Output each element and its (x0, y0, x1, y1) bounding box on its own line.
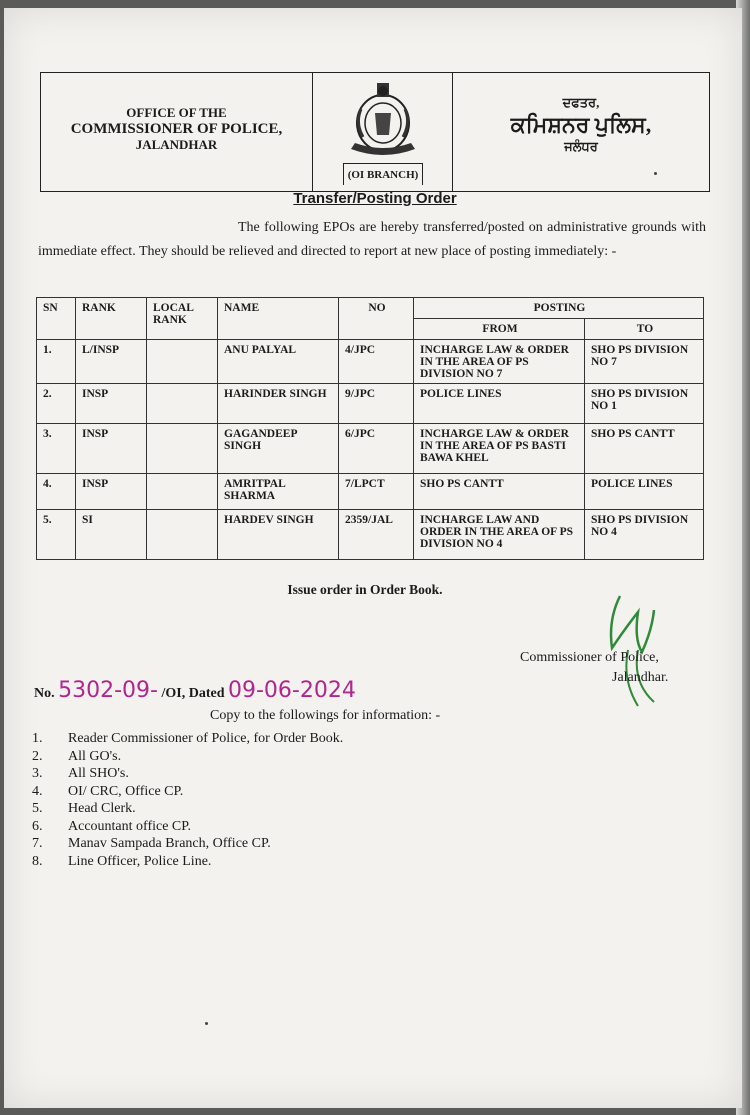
cell-local-rank (147, 510, 218, 560)
cell-rank: L/INSP (76, 340, 147, 384)
cell-local-rank (147, 384, 218, 424)
cell-to: SHO PS DIVISION NO 4 (585, 510, 704, 560)
cell-rank: INSP (76, 384, 147, 424)
table-header-row (37, 298, 704, 319)
table-row (37, 510, 704, 560)
list-item: 7. Manav Sampada Branch, Office CP. (32, 836, 271, 851)
signatory-block (520, 648, 668, 688)
cell-from: SHO PS CANTT (414, 474, 585, 510)
header-no: NO (339, 298, 414, 340)
cell-local-rank (147, 340, 218, 384)
cell-name: GAGANDEEP SINGH (218, 424, 339, 474)
commissioner-line: COMMISSIONER OF POLICE, (70, 121, 283, 137)
cell-no: 2359/JAL (339, 510, 414, 560)
cell-sn: 1. (37, 340, 76, 384)
order-number-handwritten: 5302-09- (58, 678, 158, 703)
header-sn: SN (37, 298, 76, 340)
cell-local-rank (147, 474, 218, 510)
cell-rank: INSP (76, 424, 147, 474)
signatory-city: Jalandhar. (612, 670, 669, 685)
cell-name: AMRITPAL SHARMA (218, 474, 339, 510)
list-item: 6. Accountant office CP. (32, 818, 191, 834)
list-item: 1. Reader Commissioner of Police, for Order Book. (32, 731, 344, 746)
order-date-handwritten: 09-06-2024 (227, 678, 356, 703)
police-emblem-icon (341, 79, 425, 161)
header-name: NAME (218, 298, 339, 340)
table-row (37, 384, 704, 424)
order-no-middle: /OI, Dated (161, 686, 225, 701)
punjabi-commissioner-line: ਕਮਿਸ਼ਨਰ ਪੁਲਿਸ, (510, 112, 652, 137)
copy-list (32, 730, 343, 870)
ink-speck (205, 1022, 208, 1025)
cell-from: INCHARGE LAW & ORDER IN THE AREA OF PS BASTI BAWA KHEL (414, 424, 585, 474)
document-title: Transfer/Posting Order (293, 190, 457, 207)
letterhead (40, 72, 710, 192)
signatory-title: Commissioner of Police, (520, 650, 659, 665)
cell-name: HARINDER SINGH (218, 384, 339, 424)
header-from: FROM (414, 319, 585, 340)
list-item: 5. Head Clerk. (32, 801, 136, 816)
cell-sn: 3. (37, 424, 76, 474)
cell-from: INCHARGE LAW & ORDER IN THE AREA OF PS DIVISION NO 7 (414, 340, 585, 384)
table-row (37, 474, 704, 510)
punjabi-city-line: ਜਲੰਧਰ (564, 139, 598, 154)
list-item: 3. All SHO's. (32, 766, 129, 781)
cell-sn: 2. (37, 384, 76, 424)
cell-to: SHO PS DIVISION NO 1 (585, 384, 704, 424)
header-to: TO (585, 319, 704, 340)
header-posting: POSTING (414, 298, 704, 319)
table-row (37, 340, 704, 384)
office-line: OFFICE OF THE (126, 105, 227, 120)
transfer-table (36, 297, 704, 560)
cell-no: 9/JPC (339, 384, 414, 424)
cell-from: INCHARGE LAW AND ORDER IN THE AREA OF PS DIVISION NO 4 (414, 510, 585, 560)
cell-no: 6/JPC (339, 424, 414, 474)
cell-sn: 4. (37, 474, 76, 510)
branch-label: (OI BRANCH) (343, 163, 423, 185)
list-item: 4. OI/ CRC, Office CP. (32, 783, 184, 799)
letterhead-english (41, 73, 313, 191)
punjabi-office-line: ਦਫਤਰ, (562, 95, 600, 110)
cell-from: POLICE LINES (414, 384, 585, 424)
table-row (37, 424, 704, 474)
cell-name: HARDEV SINGH (218, 510, 339, 560)
cell-to: SHO PS CANTT (585, 424, 704, 474)
order-no-prefix: No. (34, 686, 55, 701)
letterhead-punjabi (453, 73, 709, 191)
cell-rank: INSP (76, 474, 147, 510)
cell-local-rank (147, 424, 218, 474)
cell-rank: SI (76, 510, 147, 560)
cell-to: SHO PS DIVISION NO 7 (585, 340, 704, 384)
header-rank: RANK (76, 298, 147, 340)
letterhead-emblem (313, 73, 453, 191)
list-item: 8. Line Officer, Police Line. (32, 853, 212, 869)
intro-paragraph: The following EPOs are hereby transferred/posted on administrative grounds with immediate effect. They should be relieved and directed to report at new place of posting immediately: - (38, 220, 706, 259)
cell-no: 7/LPCT (339, 474, 414, 510)
cell-no: 4/JPC (339, 340, 414, 384)
header-local-rank: LOCAL RANK (147, 298, 218, 340)
cell-name: ANU PALYAL (218, 340, 339, 384)
ink-speck (654, 172, 657, 175)
cell-sn: 5. (37, 510, 76, 560)
copy-heading: Copy to the followings for information: - (210, 708, 441, 723)
order-reference (34, 678, 356, 703)
city-line: JALANDHAR (135, 137, 218, 152)
issue-note: Issue order in Order Book. (287, 582, 443, 597)
list-item: 2. All GO's. (32, 748, 122, 764)
cell-to: POLICE LINES (585, 474, 704, 510)
